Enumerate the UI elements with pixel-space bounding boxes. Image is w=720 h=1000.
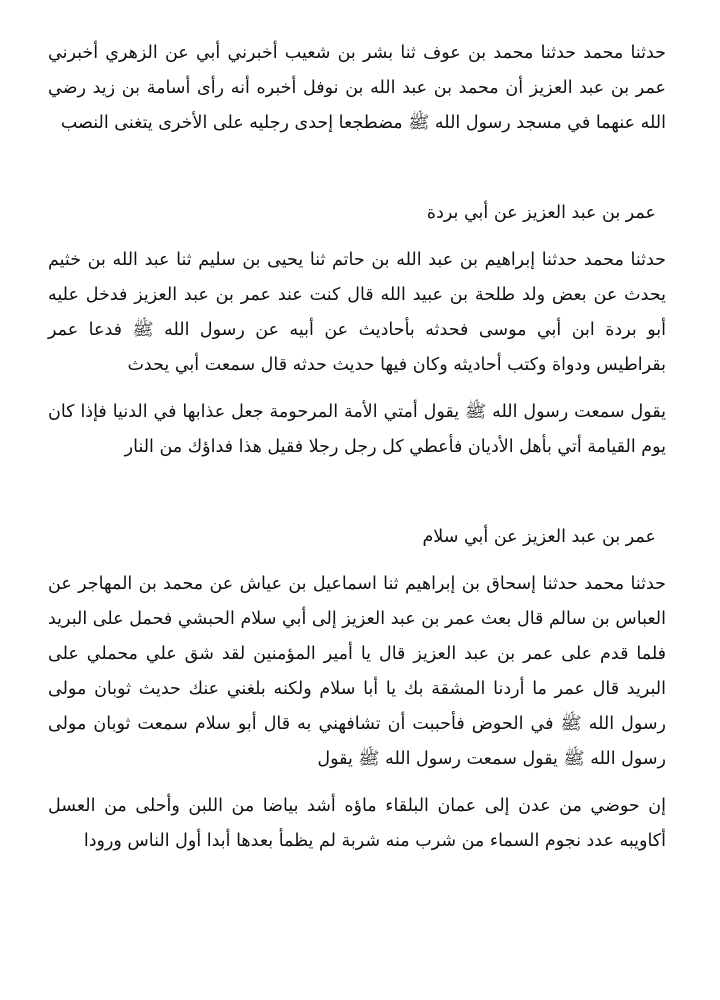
paragraph: يقول سمعت رسول الله ﷺ يقول أمتي الأمة المرحومة جعل عذابها في الدنيا فإذا كان يوم القيامة أتي بأهل الأديان فأعطي كل رجل رجلا فقيل هذا فداؤك من النار	[48, 402, 666, 457]
paragraph: حدثنا محمد حدثنا إسحاق بن إبراهيم ثنا اسماعيل بن عياش عن محمد بن المهاجر عن العباس بن سالم قال بعث عمر بن عبد العزيز إلى أبي سلام الحبشي فحمل على البريد فلما قدم على عمر بن عبد العزيز قال يا أمير المؤمنين لقد شق علي محملي على البريد قال عمر ما أردنا المشقة بك يا أبا سلام ولكنه بلغني عنك حديث ثوبان مولى رسول الله ﷺ في الحوض فأحببت أن تشافهني به قال أبو سلام سمعت ثوبان مولى رسول الله ﷺ يقول سمعت رسول الله ﷺ يقول	[48, 574, 666, 769]
section-abi-sallam	[48, 520, 666, 859]
section-intro	[48, 36, 666, 141]
section-abi-burda	[48, 196, 666, 465]
section-heading: عمر بن عبد العزيز عن أبي بردة	[426, 203, 656, 223]
document-page	[48, 36, 666, 859]
paragraph: حدثنا محمد حدثنا محمد بن عوف ثنا بشر بن شعيب أخبرني أبي عن الزهري أخبرني عمر بن عبد العزيز أن محمد بن عبد الله بن نوفل أخبره أنه رأى أسامة بن زيد رضي الله عنهما في مسجد رسول الله ﷺ مضطجعا إحدى رجليه على الأخرى يتغنى النصب	[48, 43, 666, 133]
paragraph: إن حوضي من عدن إلى عمان البلقاء ماؤه أشد بياضا من اللبن وأحلى من العسل أكاويبه عدد نجوم السماء من شرب منه شربة لم يظمأ بعدها أبدا أول الناس ورودا	[48, 796, 666, 851]
paragraph: حدثنا محمد حدثنا إبراهيم بن عبد الله بن حاتم ثنا يحيى بن سليم ثنا عبد الله بن خثيم يحدث عن بعض ولد طلحة بن عبيد الله قال كنت عند عمر بن عبد العزيز فدخل عليه أبو بردة ابن أبي موسى فحدثه بأحاديث عن أبيه عن رسول الله ﷺ فدعا عمر بقراطيس ودواة وكتب أحاديثه وكان فيها حديث حدثه قال سمعت أبي يحدث	[48, 250, 666, 375]
section-heading: عمر بن عبد العزيز عن أبي سلام	[422, 527, 656, 547]
